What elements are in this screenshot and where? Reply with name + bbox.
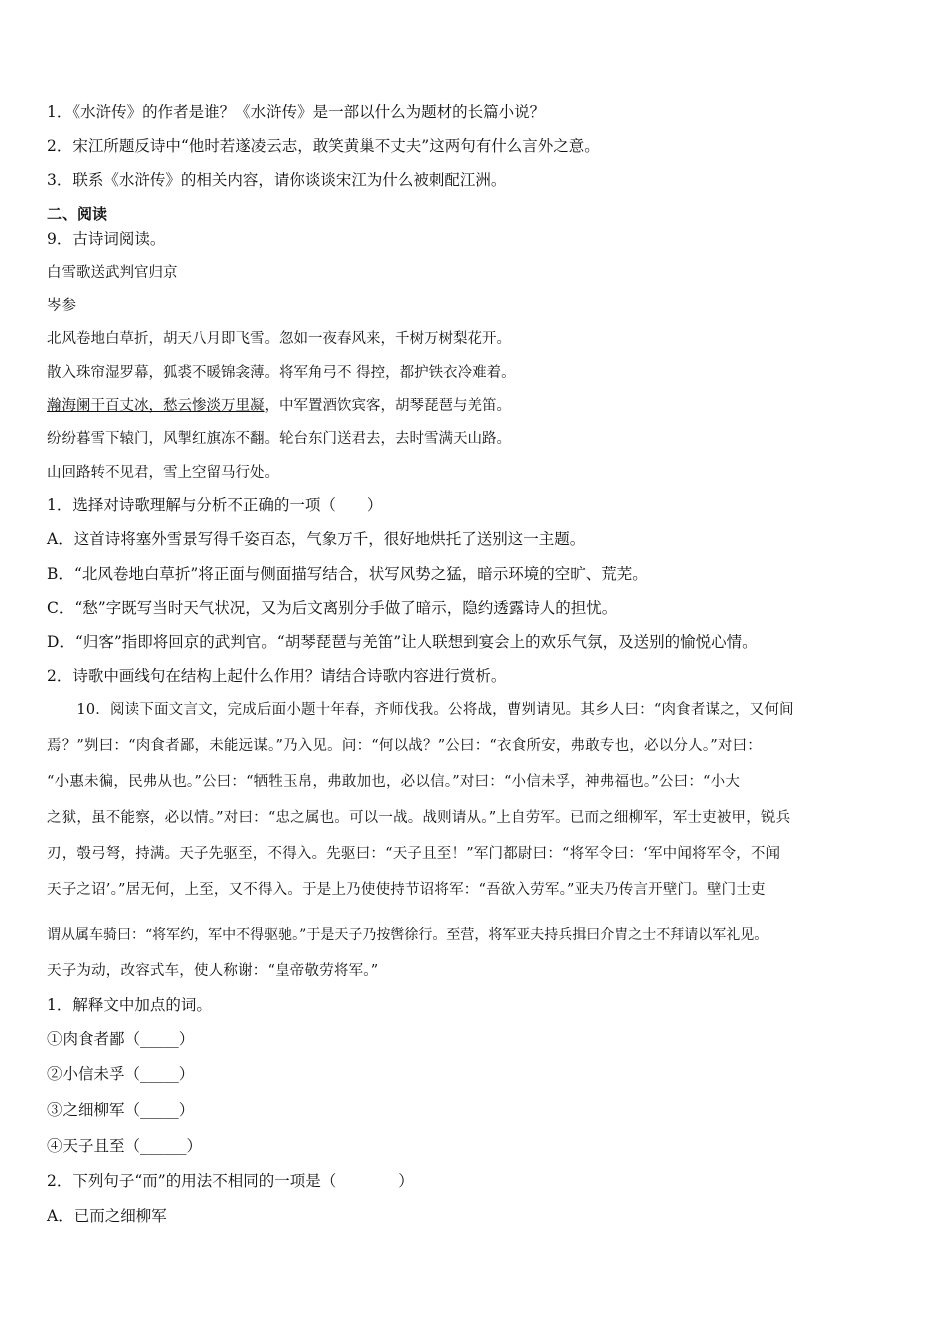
q10-text-line-1: 10．阅读下面文言文，完成后面小题十年春，齐师伐我。公将战，曹刿请见。其乡人曰：“肉食者谋之，又何间 [47, 702, 794, 718]
poem-line-1: 北风卷地白草折，胡天八月即飞雪。忽如一夜春风来，千树万树梨花开。 [47, 331, 511, 347]
poem-line-3-rest: ，中军置酒饮宾客，胡琴琵琶与羌笛。 [264, 398, 511, 414]
poem-line-4: 纷纷暮雪下辕门，风掣红旗冻不翻。轮台东门送君去，去时雪满天山路。 [47, 431, 511, 447]
q10-text-line-2: 焉？”刿曰：“肉食者鄙，未能远谋。”乃入见。问：“何以战？”公曰：“衣食所安，弗敢专也，必以分人。”对曰： [47, 738, 762, 754]
q10-item-4: ④天子且至（______） [47, 1137, 203, 1155]
q10-text-line-4: 之狱，虽不能察，必以情。”对曰：“忠之属也。可以一战。战则请从。”上自劳军。已而之细柳军，军士吏被甲，锐兵 [47, 810, 791, 826]
q9-option-b: B．“北风卷地白草折”将正面与侧面描写结合，状写风势之猛，暗示环境的空旷、荒芜。 [47, 565, 648, 583]
q9-sub2: 2．诗歌中画线句在结构上起什么作用？请结合诗歌内容进行赏析。 [47, 667, 507, 685]
q10-option-a: A．已而之细柳军 [47, 1207, 167, 1225]
q10-text-line-5: 刃，彀弓弩，持满。天子先驱至，不得入。先驱曰：“天子且至！”军门都尉曰：“将军令曰：‘军中闻将军令，不闻 [47, 846, 781, 862]
poem-title: 白雪歌送武判官归京 [47, 265, 178, 281]
q9-sub1: 1．选择对诗歌理解与分析不正确的一项（ ） [47, 496, 383, 514]
section-heading-reading: 二、阅读 [47, 205, 108, 223]
question-water-margin-3: 3．联系《水浒传》的相关内容，请你谈谈宋江为什么被刺配江洲。 [47, 171, 507, 189]
q9-option-d: D．“归客”指即将回京的武判官。“胡琴琵琶与羌笛”让人联想到宴会上的欢乐气氛，及送别的愉悦心情。 [47, 633, 758, 651]
q10-sub1: 1．解释文中加点的词。 [47, 996, 212, 1014]
q10-item-3: ③之细柳军（_____） [47, 1101, 195, 1119]
q9-title: 9．古诗词阅读。 [47, 230, 166, 248]
q10-item-2: ②小信未孚（_____） [47, 1065, 195, 1083]
q10-text-line-8: 天子为动，改容式车，使人称谢：“皇帝敬劳将军。” [47, 963, 379, 979]
question-water-margin-2: 2．宋江所题反诗中“他时若遂凌云志，敢笑黄巢不丈夫”这两句有什么言外之意。 [47, 137, 600, 155]
q10-item-1: ①肉食者鄙（_____） [47, 1030, 195, 1048]
question-water-margin-1: 1．《水浒传》的作者是谁？《水浒传》是一部以什么为题材的长篇小说？ [47, 103, 546, 121]
poem-author: 岑参 [47, 298, 76, 314]
poem-line-3 [47, 395, 511, 417]
q9-option-a: A．这首诗将塞外雪景写得千姿百态，气象万千，很好地烘托了送别这一主题。 [47, 530, 586, 548]
poem-line-2: 散入珠帘湿罗幕，狐裘不暖锦衾薄。将军角弓不 得控，都护铁衣冷难着。 [47, 365, 516, 381]
poem-line-5: 山回路转不见君，雪上空留马行处。 [47, 465, 279, 481]
poem-underlined-sentence: 瀚海阑干百丈冰，愁云惨淡万里凝 [47, 398, 265, 414]
q10-text-line-3: “小惠未徧，民弗从也。”公曰：“牺牲玉帛，弗敢加也，必以信。”对曰：“小信未孚，神弗福也。”公曰：“小大 [47, 774, 741, 790]
q10-sub2: 2．下列句子“而”的用法不相同的一项是（ ） [47, 1172, 414, 1190]
q10-text-line-7: 谓从属车骑曰：“将军约，军中不得驱驰。”于是天子乃按辔徐行。至营，将军亚夫持兵揖曰介胄之士不拜请以军礼见。 [47, 927, 769, 943]
q10-text-line-6: 天子之诏’。”居无何，上至，又不得入。于是上乃使使持节诏将军：“吾欲入劳军。”亚夫乃传言开壁门。壁门士吏 [47, 882, 766, 898]
q9-option-c: C．“愁”字既写当时天气状况，又为后文离别分手做了暗示，隐约透露诗人的担忧。 [47, 599, 618, 617]
